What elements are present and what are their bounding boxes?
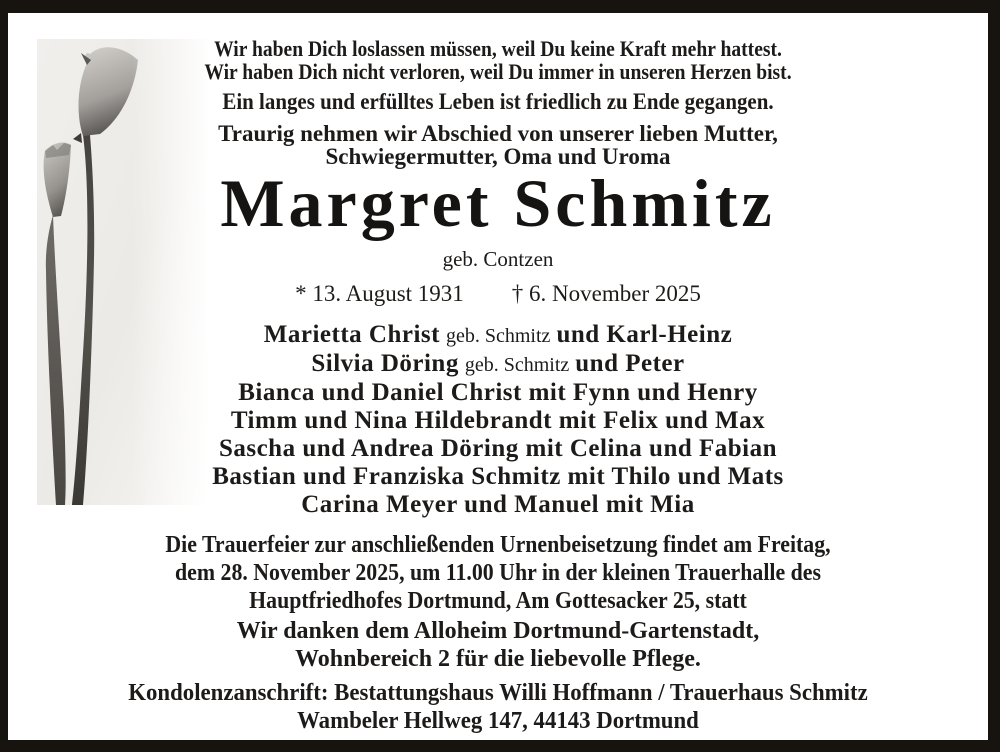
birth-star-icon: * bbox=[295, 281, 307, 306]
condolence-address bbox=[33, 679, 964, 735]
mourner-partner: und Karl-Heinz bbox=[556, 321, 733, 348]
life-sentence: Ein langes und erfülltes Leben ist friedlich zu Ende gegangen. bbox=[222, 89, 774, 114]
mourner-line bbox=[8, 407, 988, 435]
funeral-info bbox=[52, 531, 944, 615]
birth-date-text: 13. August 1931 bbox=[312, 281, 464, 306]
condolence-line: Kondolenzanschrift: Bestattungshaus Willi Hoffmann / Trauerhaus Schmitz bbox=[128, 680, 868, 706]
mourner-name: Bianca und Daniel Christ mit Fynn und Henry bbox=[238, 379, 758, 406]
intro-verse bbox=[62, 37, 934, 83]
mourner-line bbox=[8, 350, 988, 379]
farewell-line: Traurig nehmen wir Abschied von unserer lieben Mutter, bbox=[218, 121, 778, 146]
condolence-line: Wambeler Hellweg 147, 44143 Dortmund bbox=[297, 708, 699, 734]
farewell-line: Schwiegermutter, Oma und Uroma bbox=[325, 144, 671, 169]
mourner-line bbox=[8, 435, 988, 463]
thanks-note bbox=[8, 617, 988, 673]
funeral-line: Die Trauerfeier zur anschließenden Urnenbeisetzung findet am Freitag, bbox=[165, 532, 831, 558]
obituary-notice bbox=[8, 13, 988, 740]
mourner-line bbox=[8, 463, 988, 491]
funeral-line: Hauptfriedhofes Dortmund, Am Gottesacker 25, statt bbox=[249, 588, 747, 614]
verse-line: Wir haben Dich loslassen müssen, weil Du keine Kraft mehr hattest. bbox=[214, 36, 782, 61]
death-cross-icon: † bbox=[511, 281, 524, 306]
notice-text bbox=[8, 37, 988, 735]
mourner-line bbox=[8, 321, 988, 350]
mourner-line bbox=[8, 491, 988, 519]
farewell-lines bbox=[8, 122, 988, 168]
mourner-name: Marietta Christ bbox=[263, 321, 440, 348]
mourners-list bbox=[8, 321, 988, 519]
verse-line: Wir haben Dich nicht verloren, weil Du immer in unseren Herzen bist. bbox=[204, 59, 792, 84]
mourner-name: Silvia Döring bbox=[311, 350, 459, 377]
deceased-name: Margret Schmitz bbox=[220, 165, 776, 241]
mourner-name: Sascha und Andrea Döring mit Celina und Fabian bbox=[218, 435, 778, 462]
birth-date bbox=[295, 281, 464, 306]
mourner-line bbox=[8, 379, 988, 407]
thanks-line: Wohnbereich 2 für die liebevolle Pflege. bbox=[295, 646, 701, 672]
thanks-line: Wir danken dem Alloheim Dortmund-Gartenstadt, bbox=[236, 618, 760, 644]
mourner-name: Carina Meyer und Manuel mit Mia bbox=[301, 491, 695, 518]
mourner-name: Timm und Nina Hildebrandt mit Felix und Max bbox=[230, 407, 766, 434]
mourner-name: Bastian und Franziska Schmitz mit Thilo und Mats bbox=[212, 463, 784, 490]
death-date-text: 6. November 2025 bbox=[529, 281, 701, 306]
mourner-maiden-name: geb. Schmitz bbox=[464, 354, 570, 376]
life-dates bbox=[8, 281, 988, 307]
death-date bbox=[512, 281, 701, 306]
funeral-line: dem 28. November 2025, um 11.00 Uhr in der kleinen Trauerhalle des bbox=[175, 560, 821, 586]
mourner-maiden-name: geb. Schmitz bbox=[446, 325, 551, 347]
maiden-name: geb. Contzen bbox=[442, 247, 554, 271]
mourner-partner: und Peter bbox=[575, 350, 685, 377]
